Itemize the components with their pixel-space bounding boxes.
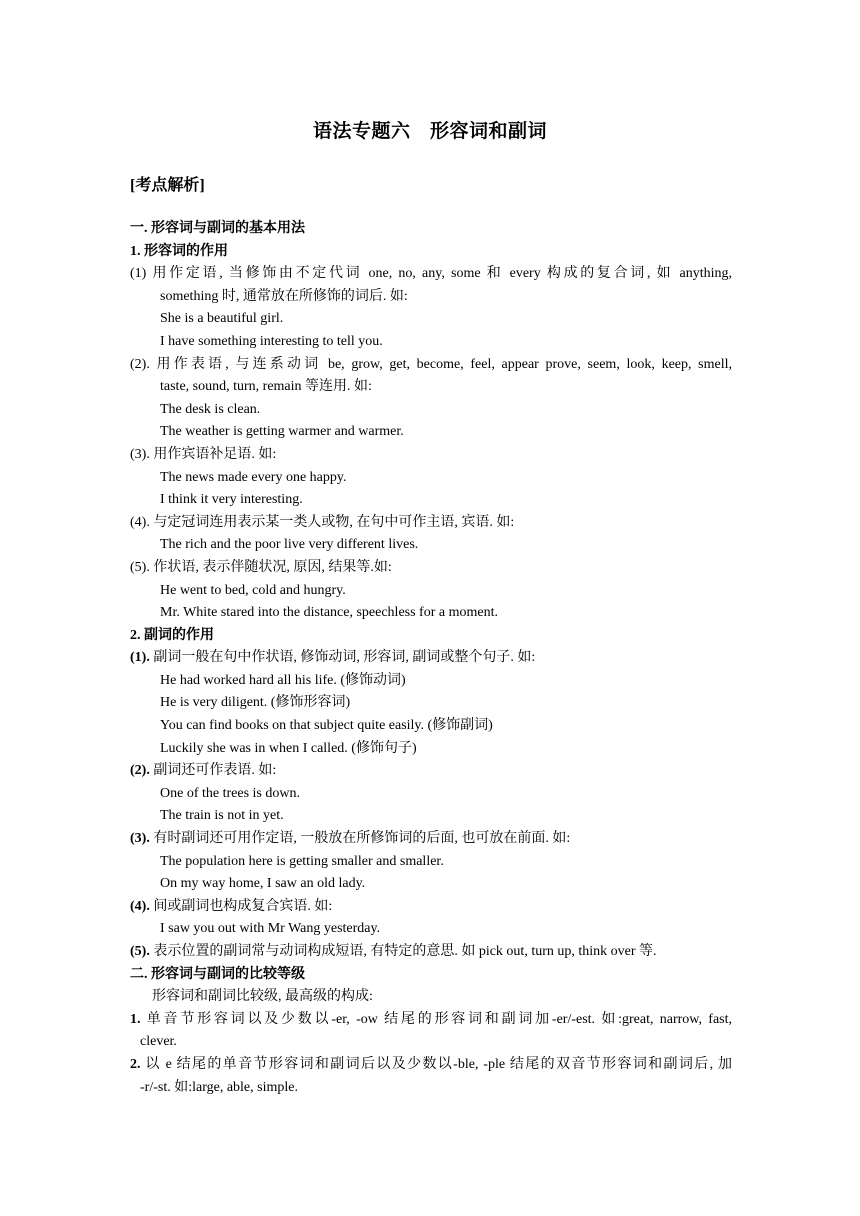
item-number: (5). bbox=[130, 944, 150, 959]
text-line: (4). 与定冠词连用表示某一类人或物, 在句中可作主语, 宾语. 如: bbox=[130, 514, 515, 530]
text-line: (1) 用作定语, 当修饰由不定代词 one, no, any, some 和 every 构成的复合词, 如 anything, bbox=[130, 266, 732, 282]
text-line: She is a beautiful girl. bbox=[160, 311, 284, 327]
section-heading: 2. 副词的作用 bbox=[130, 627, 214, 643]
text-line: -r/-st. 如:large, able, simple. bbox=[140, 1079, 298, 1095]
text-line: The population here is getting smaller and smaller. bbox=[160, 853, 444, 869]
page-title: 语法专题六 形容词和副词 bbox=[312, 121, 547, 142]
text-line: (1). 副词一般在句中作状语, 修饰动词, 形容词, 副词或整个句子. 如: bbox=[130, 650, 536, 666]
text-line: clever. bbox=[140, 1034, 177, 1050]
text-line: (2). 副词还可作表语. 如: bbox=[130, 763, 277, 779]
item-number: 1. bbox=[130, 1011, 141, 1027]
item-number: (2). bbox=[130, 763, 150, 779]
text-line: taste, sound, turn, remain 等连用. 如: bbox=[160, 379, 372, 395]
text-line: something 时, 通常放在所修饰的词后. 如: bbox=[160, 288, 408, 304]
text-line: He had worked hard all his life. (修饰动词) bbox=[160, 672, 406, 688]
text-line: He went to bed, cold and hungry. bbox=[160, 582, 346, 598]
text-line: The train is not in yet. bbox=[160, 808, 284, 824]
text-line: On my way home, I saw an old lady. bbox=[160, 876, 366, 892]
item-number: (1). bbox=[130, 650, 150, 666]
text-line: 1. 单音节形容词以及少数以-er, -ow 结尾的形容词和副词加-er/-est. 如:great, narrow, fast, bbox=[130, 1011, 732, 1027]
document-body bbox=[130, 218, 732, 1099]
text-line: (4). 间或副词也构成复合宾语. 如: bbox=[130, 898, 333, 914]
section-heading: 二. 形容词与副词的比较等级 bbox=[130, 966, 305, 982]
text-line: The weather is getting warmer and warmer. bbox=[160, 424, 404, 440]
item-number: (3). bbox=[130, 831, 150, 847]
text-line: He is very diligent. (修饰形容词) bbox=[160, 695, 351, 711]
text-line: (2). 用作表语, 与连系动词 be, grow, get, become, feel, appear prove, seem, look, keep, smell, bbox=[130, 356, 732, 372]
text-line: You can find books on that subject quite easily. (修饰副词) bbox=[160, 718, 493, 734]
text-line: One of the trees is down. bbox=[160, 785, 300, 801]
text-line: I think it very interesting. bbox=[160, 492, 303, 508]
section-heading: 一. 形容词与副词的基本用法 bbox=[130, 221, 305, 236]
section-heading: 1. 形容词的作用 bbox=[130, 243, 228, 259]
text-line: Mr. White stared into the distance, speechless for a moment. bbox=[160, 605, 498, 621]
text-line: The rich and the poor live very different lives. bbox=[160, 537, 419, 553]
text-line: (3). 有时副词还可用作定语, 一般放在所修饰词的后面, 也可放在前面. 如: bbox=[130, 831, 571, 847]
text-line: The news made every one happy. bbox=[160, 469, 347, 485]
section-tag: [考点解析] bbox=[130, 177, 205, 194]
text-line: (5). 作状语, 表示伴随状况, 原因, 结果等.如: bbox=[130, 559, 392, 575]
text-line: 形容词和副词比较级, 最高级的构成: bbox=[152, 989, 373, 1005]
text-line: I have something interesting to tell you. bbox=[160, 333, 383, 349]
text-line: 2. 以 e 结尾的单音节形容词和副词后以及少数以-ble, -ple 结尾的双音节形容词和副词后, 加 bbox=[130, 1056, 732, 1072]
item-number: (4). bbox=[130, 898, 150, 914]
item-number: 2. bbox=[130, 1056, 141, 1072]
text-line: Luckily she was in when I called. (修饰句子) bbox=[160, 740, 417, 756]
text-line: (5). 表示位置的副词常与动词构成短语, 有特定的意思. 如 pick out, turn up, think over 等. bbox=[130, 944, 657, 959]
text-line: (3). 用作宾语补足语. 如: bbox=[130, 446, 277, 462]
text-line: The desk is clean. bbox=[160, 401, 261, 417]
text-line: I saw you out with Mr Wang yesterday. bbox=[160, 921, 381, 937]
